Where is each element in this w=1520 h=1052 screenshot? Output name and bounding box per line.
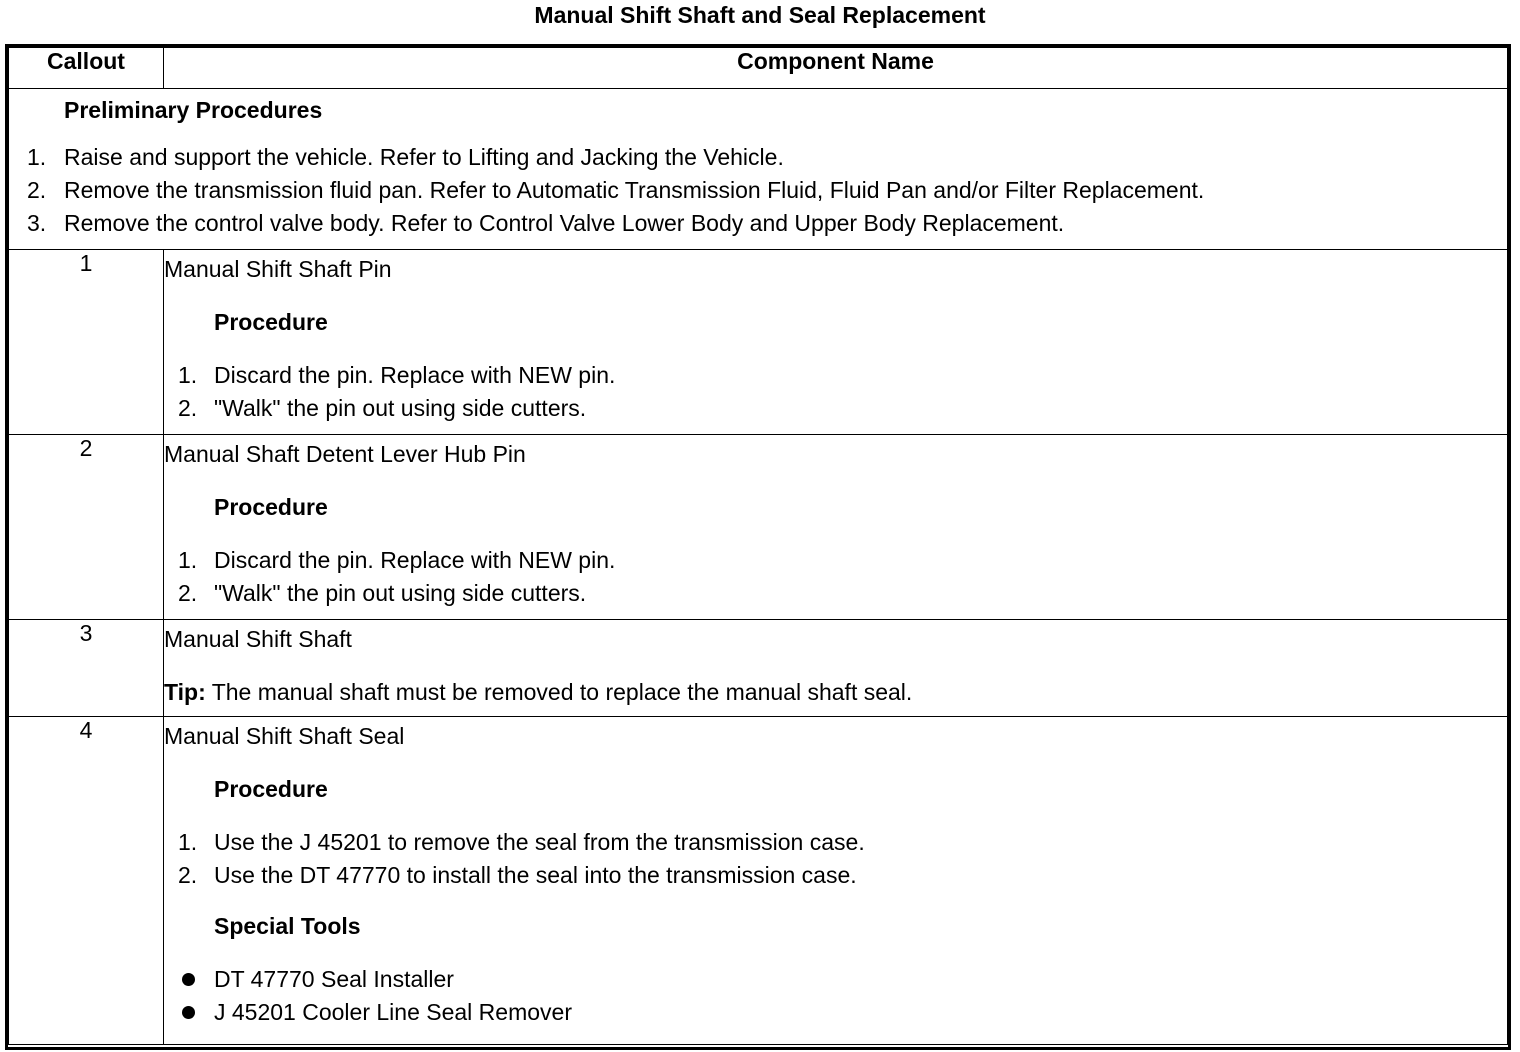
step-text: "Walk" the pin out using side cutters. — [214, 580, 587, 606]
procedure-step — [164, 859, 1507, 892]
table-header-row — [9, 48, 1508, 89]
procedure-step — [164, 359, 1507, 392]
callout-number: 1 — [9, 250, 164, 435]
procedure-step — [164, 392, 1507, 425]
table-row — [9, 435, 1508, 620]
special-tools-list — [164, 963, 1507, 1029]
procedure-table-frame — [5, 44, 1511, 1050]
tool-text: J 45201 Cooler Line Seal Remover — [214, 999, 572, 1025]
procedure-steps — [164, 826, 1507, 892]
callout-number: 4 — [9, 717, 164, 1045]
step-number: 1. — [27, 144, 47, 170]
callout-column-header: Callout — [9, 48, 164, 89]
component-column-header: Component Name — [164, 48, 1508, 89]
bullet-icon — [182, 1006, 195, 1019]
step-number: 2. — [27, 177, 47, 203]
preliminary-cell — [9, 89, 1508, 250]
preliminary-steps — [9, 141, 1507, 240]
step-number: 1. — [178, 362, 198, 388]
step-number: 1. — [178, 547, 198, 573]
procedure-heading: Procedure — [214, 309, 328, 335]
step-text: "Walk" the pin out using side cutters. — [214, 395, 587, 421]
step-number: 2. — [178, 862, 198, 888]
procedure-step — [164, 826, 1507, 859]
component-name: Manual Shift Shaft Seal — [164, 723, 405, 749]
step-number: 2. — [178, 395, 198, 421]
procedure-heading: Procedure — [214, 776, 328, 802]
tip-text: The manual shaft must be removed to replace the manual shaft seal. — [205, 679, 913, 705]
step-text: Raise and support the vehicle. Refer to Lifting and Jacking the Vehicle. — [64, 144, 784, 170]
component-cell — [164, 620, 1508, 717]
procedure-table — [8, 47, 1508, 1045]
bullet-icon — [182, 973, 195, 986]
table-row — [9, 620, 1508, 717]
preliminary-row — [9, 89, 1508, 250]
procedure-step — [164, 577, 1507, 610]
component-cell — [164, 717, 1508, 1045]
component-cell — [164, 250, 1508, 435]
step-text: Use the DT 47770 to install the seal into the transmission case. — [214, 862, 857, 888]
special-tools-heading: Special Tools — [214, 913, 361, 939]
step-text: Discard the pin. Replace with NEW pin. — [214, 547, 616, 573]
special-tool-item — [164, 996, 1507, 1029]
procedure-heading: Procedure — [214, 494, 328, 520]
component-name: Manual Shaft Detent Lever Hub Pin — [164, 441, 526, 467]
preliminary-step — [9, 207, 1507, 240]
step-text: Discard the pin. Replace with NEW pin. — [214, 362, 616, 388]
step-number: 1. — [178, 829, 198, 855]
step-text: Remove the control valve body. Refer to Control Valve Lower Body and Upper Body Replacement. — [64, 210, 1065, 236]
table-row — [9, 250, 1508, 435]
step-number: 2. — [178, 580, 198, 606]
callout-number: 3 — [9, 620, 164, 717]
component-name: Manual Shift Shaft — [164, 626, 352, 652]
tool-text: DT 47770 Seal Installer — [214, 966, 454, 992]
preliminary-heading: Preliminary Procedures — [64, 97, 323, 123]
component-cell — [164, 435, 1508, 620]
special-tool-item — [164, 963, 1507, 996]
tip-note — [164, 675, 1507, 709]
procedure-steps — [164, 544, 1507, 610]
preliminary-step — [9, 174, 1507, 207]
step-text: Remove the transmission fluid pan. Refer to Automatic Transmission Fluid, Fluid Pan and/or Filter Replacement. — [64, 177, 1205, 203]
step-text: Use the J 45201 to remove the seal from the transmission case. — [214, 829, 865, 855]
table-row — [9, 717, 1508, 1045]
tip-label: Tip: — [164, 679, 206, 705]
step-number: 3. — [27, 210, 47, 236]
document-title: Manual Shift Shaft and Seal Replacement — [534, 2, 986, 28]
preliminary-step — [9, 141, 1507, 174]
procedure-step — [164, 544, 1507, 577]
component-name: Manual Shift Shaft Pin — [164, 256, 392, 282]
procedure-steps — [164, 359, 1507, 425]
callout-number: 2 — [9, 435, 164, 620]
